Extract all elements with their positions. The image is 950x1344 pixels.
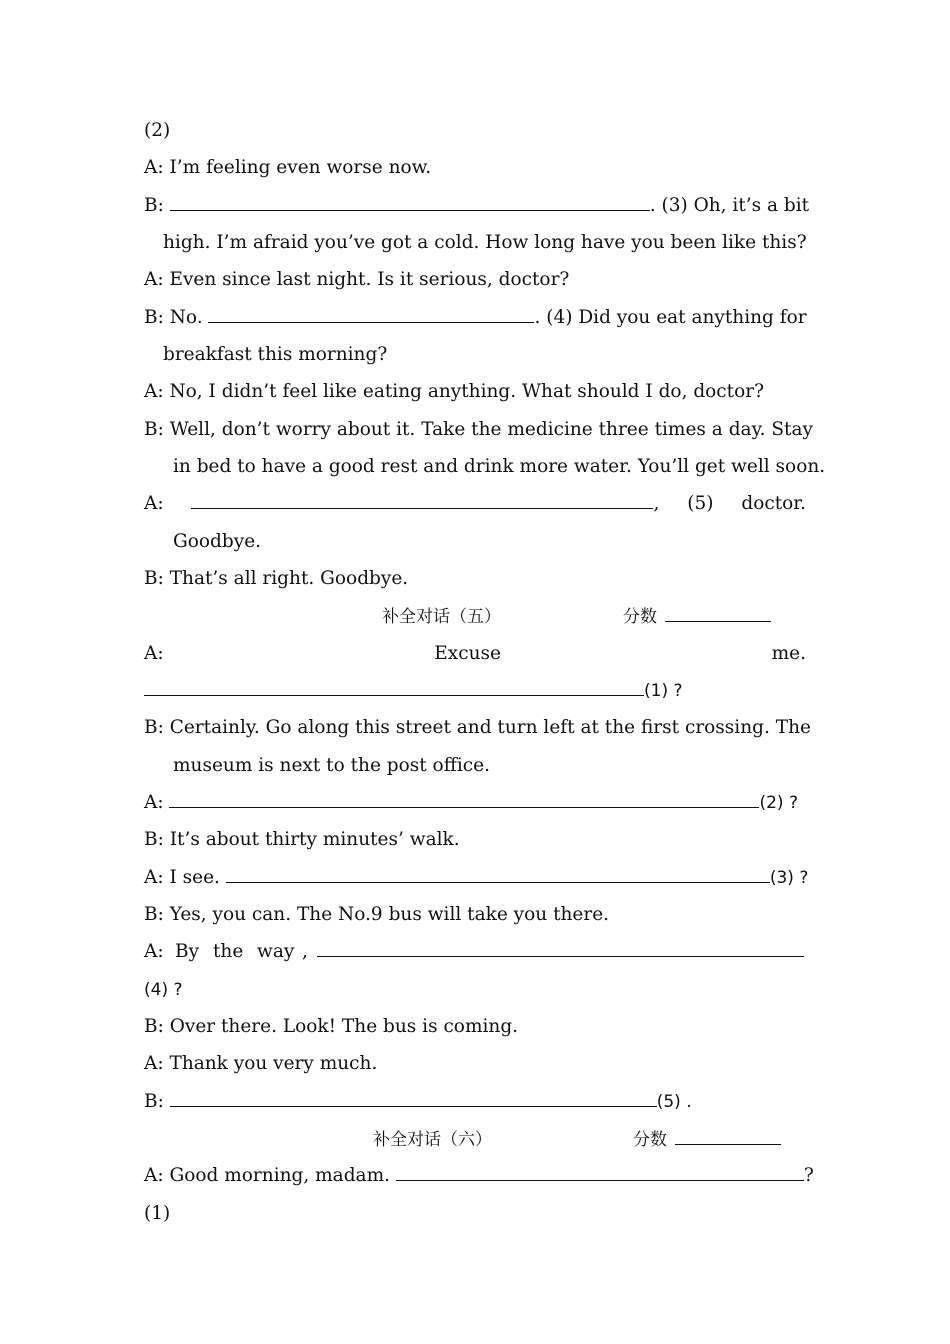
dialogue-line: B: (5) . bbox=[144, 1091, 692, 1112]
answer-blank[interactable] bbox=[396, 1165, 804, 1181]
dialogue-line: A: (2) ? bbox=[144, 792, 798, 813]
dialogue-line: (4) ? bbox=[144, 980, 183, 1000]
answer-blank[interactable] bbox=[317, 941, 804, 957]
dialogue-line: A: Thank you very much. bbox=[144, 1053, 378, 1074]
dialogue-line: A: No, I didn’t feel like eating anything. What should I do, doctor? bbox=[144, 381, 765, 402]
answer-blank[interactable] bbox=[170, 1091, 657, 1107]
line-marker-1: (1) bbox=[144, 1203, 171, 1224]
score-field-five: 分数 bbox=[623, 606, 771, 628]
section-title-six: 补全对话（六） bbox=[373, 1130, 492, 1150]
dialogue-line: A: Excuse me. bbox=[144, 643, 806, 664]
dialogue-line: B: . (3) Oh, it’s a bit bbox=[144, 195, 810, 216]
dialogue-line: B: That’s all right. Goodbye. bbox=[144, 568, 409, 589]
line-marker-2: (2) bbox=[144, 120, 171, 141]
dialogue-line: in bed to have a good rest and drink more water. You’ll get well soon. bbox=[173, 456, 826, 477]
dialogue-line: high. I’m afraid you’ve got a cold. How long have you been like this? bbox=[163, 232, 807, 253]
dialogue-line: A: By the way , bbox=[144, 941, 806, 963]
section-title-five: 补全对话（五） bbox=[382, 607, 501, 627]
dialogue-line: (1) ? bbox=[144, 680, 806, 702]
dialogue-line: Goodbye. bbox=[173, 531, 262, 552]
answer-blank[interactable] bbox=[226, 867, 770, 883]
dialogue-line: B: Yes, you can. The No.9 bus will take you there. bbox=[144, 904, 610, 925]
answer-blank[interactable] bbox=[144, 680, 644, 696]
dialogue-line: A: I’m feeling even worse now. bbox=[144, 157, 432, 178]
dialogue-line: B: No. . (4) Did you eat anything for bbox=[144, 307, 807, 328]
dialogue-line: A: Good morning, madam. ? bbox=[144, 1165, 814, 1186]
score-blank[interactable] bbox=[675, 1129, 781, 1145]
dialogue-line: A: , (5) doctor. bbox=[144, 493, 806, 514]
answer-blank[interactable] bbox=[169, 792, 759, 808]
dialogue-line: B: Certainly. Go along this street and turn left at the first crossing. The bbox=[144, 717, 811, 738]
dialogue-line: breakfast this morning? bbox=[163, 344, 388, 365]
answer-blank[interactable] bbox=[170, 195, 650, 211]
answer-blank[interactable] bbox=[191, 493, 653, 509]
dialogue-line: A: Even since last night. Is it serious, doctor? bbox=[144, 269, 570, 290]
dialogue-line: B: It’s about thirty minutes’ walk. bbox=[144, 829, 460, 850]
score-blank[interactable] bbox=[665, 606, 771, 622]
dialogue-line: B: Well, don’t worry about it. Take the medicine three times a day. Stay bbox=[144, 419, 813, 440]
dialogue-line: museum is next to the post office. bbox=[173, 755, 490, 776]
answer-blank[interactable] bbox=[208, 307, 534, 323]
dialogue-line: B: Over there. Look! The bus is coming. bbox=[144, 1016, 519, 1037]
score-field-six: 分数 bbox=[633, 1129, 781, 1151]
dialogue-line: A: I see. (3) ? bbox=[144, 867, 809, 888]
